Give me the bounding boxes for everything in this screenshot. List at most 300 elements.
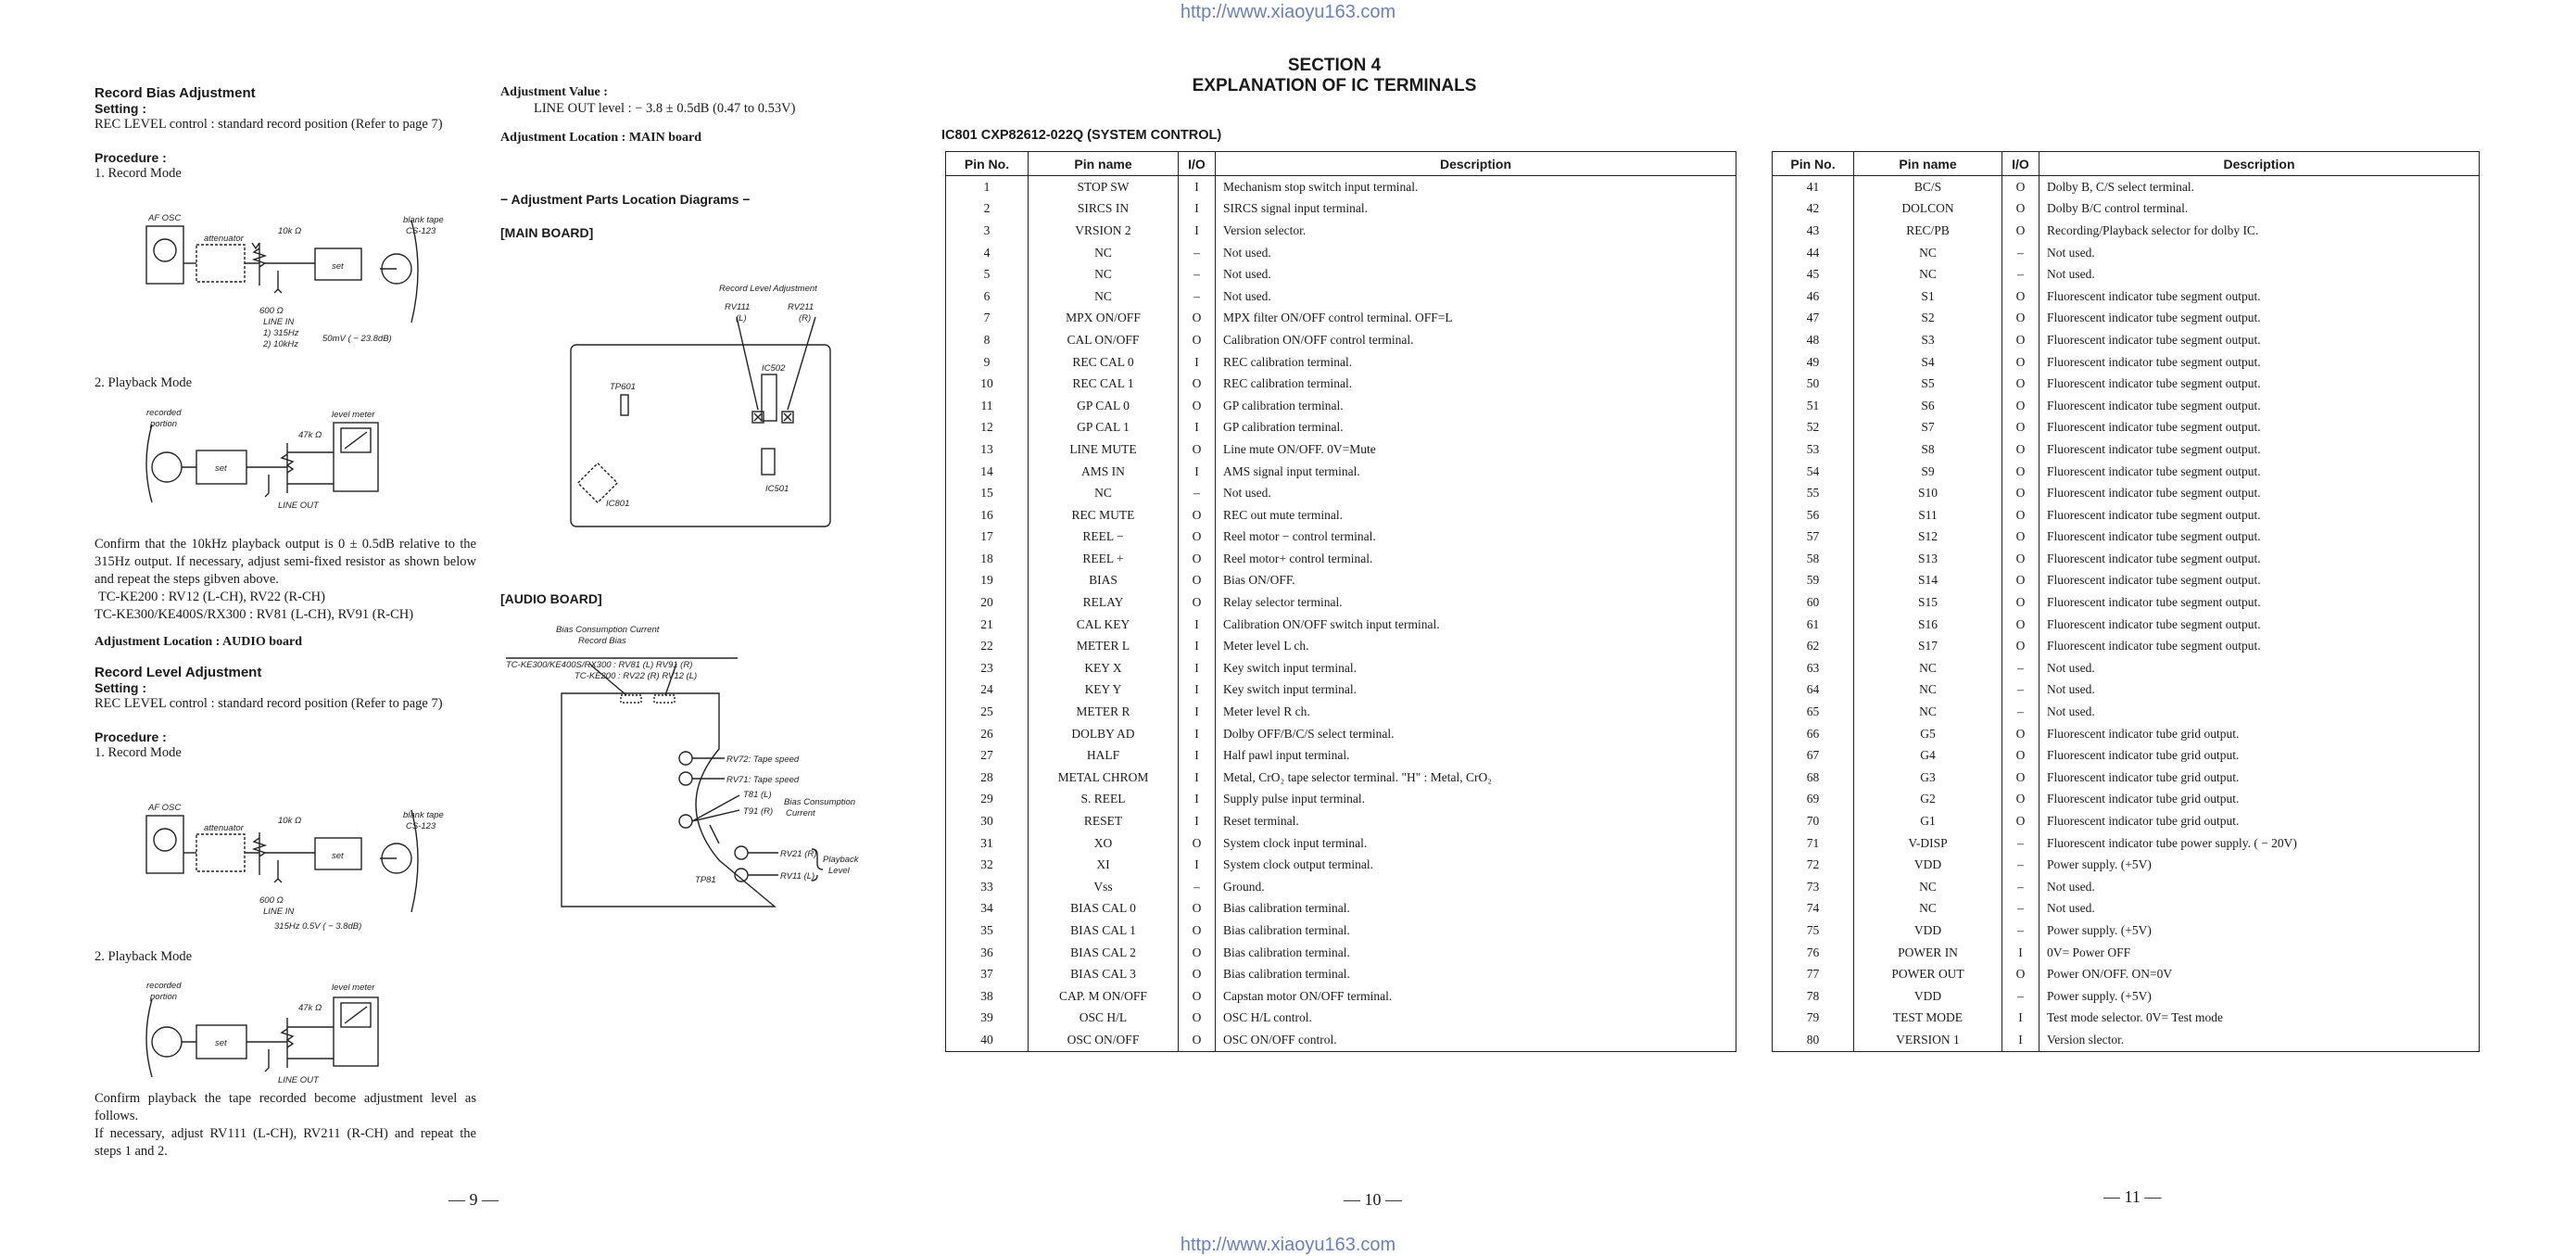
pin-no-cell: 18: [946, 548, 1029, 570]
pin-name-cell: METER L: [1029, 635, 1179, 657]
adj-location-audio: Adjustment Location : AUDIO board: [95, 635, 303, 649]
io-cell: –: [2002, 242, 2039, 264]
pin-name-cell: NC: [1029, 263, 1179, 285]
pin-no-cell: 76: [1773, 942, 1854, 964]
pin-name-cell: POWER OUT: [1854, 963, 2002, 985]
table-row: [1773, 242, 2480, 264]
tp601-marker: [621, 395, 628, 415]
description-cell: Fluorescent indicator tube segment output.: [2039, 373, 2480, 395]
pin-no-cell: 33: [946, 876, 1029, 898]
table-row: [946, 744, 1736, 767]
description-cell: Relay selector terminal.: [1216, 591, 1736, 614]
svg-text:Level: Level: [828, 866, 850, 876]
description-cell: Power ON/OFF. ON=0V: [2039, 963, 2480, 985]
io-cell: O: [1179, 395, 1216, 417]
table-row: [946, 1008, 1736, 1030]
watermark-top[interactable]: http://www.xiaoyu163.com: [1180, 2, 1396, 22]
table-row: [1773, 548, 2480, 570]
table-row: [946, 570, 1736, 592]
audio-board-label-wrap: [500, 591, 602, 606]
pin-name-cell: S8: [1854, 438, 2002, 461]
pin-name-cell: S16: [1854, 614, 2002, 636]
svg-text:LINE OUT: LINE OUT: [278, 501, 319, 511]
pin-no-cell: 37: [946, 963, 1029, 985]
pin-no-cell: 35: [946, 920, 1029, 942]
table-row: [946, 373, 1736, 395]
playback-mode-label-2: 2. Playback Mode: [95, 949, 193, 964]
svg-text:blank tape: blank tape: [403, 810, 444, 820]
pin-name-cell: XO: [1029, 832, 1179, 855]
tc200-text: TC-KE200 : RV12 (L-CH), RV22 (R-CH): [98, 590, 325, 604]
io-cell: I: [1179, 679, 1216, 702]
description-cell: Dolby OFF/B/C/S select terminal.: [1216, 723, 1736, 745]
pin-no-cell: 41: [1773, 176, 1854, 198]
table-row: [946, 220, 1736, 242]
table-row: [946, 723, 1736, 745]
pin-no-cell: 59: [1773, 570, 1854, 592]
pin-no-cell: 34: [946, 898, 1029, 920]
pin-no-cell: 39: [946, 1008, 1029, 1030]
description-cell: Not used.: [2039, 679, 2480, 702]
svg-text:Playback: Playback: [823, 855, 859, 865]
svg-text:Bias Consumption Current: Bias Consumption Current: [556, 625, 660, 635]
io-cell: I: [1179, 198, 1216, 221]
io-cell: –: [2002, 854, 2039, 876]
record-mode-label-2: 1. Record Mode: [95, 745, 182, 760]
pin-name-cell: KEY Y: [1029, 679, 1179, 702]
pin-name-cell: METAL CHROM: [1029, 767, 1179, 789]
table-row: [1773, 723, 2480, 745]
pin-name-cell: REEL +: [1029, 548, 1179, 570]
ic801-chip: [578, 463, 617, 502]
playback-mode-label-wrap: [95, 374, 192, 392]
pin-name-cell: BIAS: [1029, 570, 1179, 592]
io-cell: O: [2002, 220, 2039, 242]
header-pin-name: Pin name: [1854, 152, 2002, 176]
setting-label-2: Setting :: [95, 680, 146, 695]
adj-value-label: Adjustment Value :: [500, 85, 608, 99]
pin-no-cell: 29: [946, 789, 1029, 811]
description-cell: Line mute ON/OFF. 0V=Mute: [1216, 438, 1736, 461]
io-cell: O: [1179, 504, 1216, 527]
table-row: [946, 308, 1736, 330]
header-pin-name: Pin name: [1029, 152, 1179, 176]
pin-name-cell: NC: [1854, 263, 2002, 285]
description-cell: Fluorescent indicator tube segment output.: [2039, 614, 2480, 636]
table-row: [946, 351, 1736, 374]
svg-text:10k Ω: 10k Ω: [278, 816, 302, 826]
main-board-diagram: [565, 280, 843, 530]
pin-name-cell: CAL KEY: [1029, 614, 1179, 636]
io-cell: O: [2002, 591, 2039, 614]
io-cell: I: [1179, 635, 1216, 657]
io-cell: I: [2002, 1008, 2039, 1030]
table-header-row: [1773, 152, 2480, 176]
pin-no-cell: 80: [1773, 1029, 1854, 1051]
svg-text:RV72: Tape speed: RV72: Tape speed: [726, 755, 800, 765]
table-row: [1773, 898, 2480, 920]
io-cell: O: [2002, 614, 2039, 636]
pin-no-cell: 75: [1773, 920, 1854, 942]
table-row: [1773, 744, 2480, 767]
table-row: [946, 985, 1736, 1008]
io-cell: –: [2002, 832, 2039, 855]
pin-name-cell: S7: [1854, 417, 2002, 439]
io-cell: O: [1179, 438, 1216, 461]
playback-mode-diagram-1: [139, 406, 445, 517]
pin-no-cell: 20: [946, 591, 1029, 614]
io-cell: –: [1179, 285, 1216, 308]
pin-name-cell: S13: [1854, 548, 2002, 570]
table-row: [1773, 263, 2480, 285]
page9-left-column: [95, 85, 476, 183]
table-row: [1773, 395, 2480, 417]
io-cell: I: [1179, 417, 1216, 439]
io-cell: O: [2002, 308, 2039, 330]
pin-no-cell: 62: [1773, 635, 1854, 657]
pin-no-cell: 67: [1773, 744, 1854, 767]
watermark-bottom[interactable]: http://www.xiaoyu163.com: [1180, 1235, 1396, 1255]
table-row: [1773, 614, 2480, 636]
table-row: [1773, 876, 2480, 898]
io-cell: O: [2002, 417, 2039, 439]
description-cell: Fluorescent indicator tube segment output.: [2039, 351, 2480, 374]
pin-no-cell: 31: [946, 832, 1029, 855]
io-cell: I: [1179, 854, 1216, 876]
io-cell: I: [1179, 789, 1216, 811]
io-cell: I: [1179, 614, 1216, 636]
procedure-label: Procedure :: [95, 150, 167, 165]
description-cell: OSC H/L control.: [1216, 1008, 1736, 1030]
io-cell: O: [2002, 461, 2039, 483]
pin-no-cell: 1: [946, 176, 1029, 198]
pin-name-cell: G2: [1854, 789, 2002, 811]
record-mode-diagram-1: [139, 211, 445, 350]
description-cell: Ground.: [1216, 876, 1736, 898]
table-row: [1773, 854, 2480, 876]
playback-mode-label-wrap-2: [95, 948, 192, 966]
description-cell: AMS signal input terminal.: [1216, 461, 1736, 483]
pin-no-cell: 48: [1773, 329, 1854, 351]
description-cell: Fluorescent indicator tube grid output.: [2039, 789, 2480, 811]
description-cell: Not used.: [1216, 285, 1736, 308]
pin-no-cell: 63: [1773, 657, 1854, 679]
description-cell: Power supply. (+5V): [2039, 920, 2480, 942]
pin-name-cell: VERSION 1: [1854, 1029, 2002, 1051]
header-io: I/O: [2002, 152, 2039, 176]
table-row: [946, 329, 1736, 351]
table-row: [1773, 810, 2480, 832]
table-row: [1773, 920, 2480, 942]
svg-text:T91 (R): T91 (R): [743, 806, 774, 817]
page9-right-column: [500, 85, 852, 240]
pin-name-cell: S6: [1854, 395, 2002, 417]
pin-no-cell: 57: [1773, 527, 1854, 549]
io-cell: I: [1179, 767, 1216, 789]
description-cell: 0V= Power OFF: [2039, 942, 2480, 964]
page9-left-column-2: [95, 536, 476, 762]
table-row: [946, 548, 1736, 570]
header-description: Description: [2039, 152, 2480, 176]
description-cell: Not used.: [2039, 242, 2480, 264]
pin-no-cell: 25: [946, 701, 1029, 723]
io-cell: –: [1179, 263, 1216, 285]
description-cell: REC calibration terminal.: [1216, 373, 1736, 395]
osc-dial-icon: [154, 829, 176, 851]
io-cell: O: [1179, 832, 1216, 855]
pin-name-cell: DOLCON: [1854, 198, 2002, 221]
io-cell: I: [2002, 942, 2039, 964]
ic-label-wrap: [941, 128, 1221, 143]
pin-no-cell: 43: [1773, 220, 1854, 242]
description-cell: Calibration ON/OFF switch input terminal.: [1216, 614, 1736, 636]
io-cell: O: [2002, 789, 2039, 811]
page-number-11: — 11 —: [2103, 1187, 2162, 1206]
pin-name-cell: TEST MODE: [1854, 1008, 2002, 1030]
description-cell: GP calibration terminal.: [1216, 395, 1736, 417]
pin-no-cell: 4: [946, 242, 1029, 264]
io-cell: O: [1179, 527, 1216, 549]
pin-no-cell: 9: [946, 351, 1029, 374]
svg-text:(R): (R): [799, 313, 812, 324]
pin-name-cell: STOP SW: [1029, 176, 1179, 198]
pin-name-cell: G1: [1854, 810, 2002, 832]
pin-no-cell: 65: [1773, 701, 1854, 723]
description-cell: Reel motor+ control terminal.: [1216, 548, 1736, 570]
table-row: [946, 679, 1736, 702]
description-cell: Not used.: [2039, 701, 2480, 723]
pin-name-cell: AMS IN: [1029, 461, 1179, 483]
table-row: [1773, 635, 2480, 657]
table-row: [946, 527, 1736, 549]
io-cell: O: [2002, 482, 2039, 504]
description-cell: Fluorescent indicator tube segment output.: [2039, 417, 2480, 439]
pin-no-cell: 79: [1773, 1008, 1854, 1030]
table-row: [1773, 985, 2480, 1008]
svg-text:2) 10kHz: 2) 10kHz: [263, 339, 299, 349]
table-row: [1773, 591, 2480, 614]
pin-name-cell: NC: [1854, 898, 2002, 920]
table-row: [1773, 176, 2480, 198]
svg-text:RV21 (R): RV21 (R): [780, 849, 817, 859]
description-cell: GP calibration terminal.: [1216, 417, 1736, 439]
description-cell: Fluorescent indicator tube segment output.: [2039, 482, 2480, 504]
pin-no-cell: 66: [1773, 723, 1854, 745]
pin-name-cell: CAL ON/OFF: [1029, 329, 1179, 351]
pin-name-cell: XI: [1029, 854, 1179, 876]
description-cell: Calibration ON/OFF control terminal.: [1216, 329, 1736, 351]
pin-name-cell: BIAS CAL 1: [1029, 920, 1179, 942]
description-cell: REC out mute terminal.: [1216, 504, 1736, 527]
io-cell: O: [2002, 767, 2039, 789]
header-pin-no: Pin No.: [1773, 152, 1854, 176]
pin-no-cell: 45: [1773, 263, 1854, 285]
pin-name-cell: REC CAL 1: [1029, 373, 1179, 395]
adjust-text: If necessary, adjust RV111 (L-CH), RV211 (R-CH) and repeat the steps 1 and 2.: [95, 1126, 476, 1159]
pin-no-cell: 15: [946, 482, 1029, 504]
description-cell: Fluorescent indicator tube segment output.: [2039, 570, 2480, 592]
svg-text:Record Bias: Record Bias: [578, 636, 626, 646]
pin-no-cell: 6: [946, 285, 1029, 308]
io-cell: I: [1179, 701, 1216, 723]
pin-name-cell: SIRCS IN: [1029, 198, 1179, 221]
io-cell: O: [2002, 373, 2039, 395]
description-cell: OSC ON/OFF control.: [1216, 1029, 1736, 1051]
io-cell: O: [1179, 591, 1216, 614]
io-cell: O: [2002, 176, 2039, 198]
io-cell: O: [2002, 963, 2039, 985]
svg-text:set: set: [332, 261, 344, 272]
table-row: [1773, 527, 2480, 549]
io-cell: O: [1179, 985, 1216, 1008]
level-meter-box: [334, 997, 378, 1066]
section-number: SECTION 4: [1287, 56, 1382, 75]
table-row: [1773, 220, 2480, 242]
pin-no-cell: 17: [946, 527, 1029, 549]
table-row: [946, 701, 1736, 723]
pin-name-cell: S1: [1854, 285, 2002, 308]
io-cell: O: [2002, 570, 2039, 592]
pin-no-cell: 14: [946, 461, 1029, 483]
pin-name-cell: REC/PB: [1854, 220, 2002, 242]
svg-text:600 Ω: 600 Ω: [259, 895, 284, 906]
pin-name-cell: S3: [1854, 329, 2002, 351]
pin-no-cell: 77: [1773, 963, 1854, 985]
pin-name-cell: METER R: [1029, 701, 1179, 723]
table-row: [1773, 461, 2480, 483]
pin-no-cell: 11: [946, 395, 1029, 417]
setting-text-2: REC LEVEL control : standard record position (Refer to page 7): [95, 696, 443, 711]
ic-label: IC801 CXP82612-022Q (SYSTEM CONTROL): [941, 128, 1222, 143]
svg-text:AF OSC: AF OSC: [148, 803, 182, 813]
pin-no-cell: 3: [946, 220, 1029, 242]
io-cell: O: [1179, 920, 1216, 942]
pin-no-cell: 60: [1773, 591, 1854, 614]
pin-no-cell: 69: [1773, 789, 1854, 811]
pin-no-cell: 44: [1773, 242, 1854, 264]
pin-name-cell: VDD: [1854, 920, 2002, 942]
svg-text:Current: Current: [786, 808, 815, 818]
pin-no-cell: 2: [946, 198, 1029, 221]
description-cell: Bias calibration terminal.: [1216, 920, 1736, 942]
pin-no-cell: 61: [1773, 614, 1854, 636]
table-row: [1773, 701, 2480, 723]
svg-text:set: set: [332, 851, 344, 861]
description-cell: Fluorescent indicator tube grid output.: [2039, 723, 2480, 745]
io-cell: O: [2002, 744, 2039, 767]
table-row: [946, 635, 1736, 657]
record-mode-label: 1. Record Mode: [95, 166, 182, 181]
table-row: [946, 876, 1736, 898]
description-cell: Fluorescent indicator tube segment output.: [2039, 591, 2480, 614]
table-row: [946, 504, 1736, 527]
pin-no-cell: 50: [1773, 373, 1854, 395]
confirm-text: Confirm that the 10kHz playback output is 0 ± 0.5dB relative to the 315Hz output. If necessary, adjust semi-fixed resistor as shown below and repeat the steps gibven above.: [95, 537, 476, 587]
pin-no-cell: 70: [1773, 810, 1854, 832]
table-row: [946, 482, 1736, 504]
pin-no-cell: 52: [1773, 417, 1854, 439]
pin-no-cell: 42: [1773, 198, 1854, 221]
pin-name-cell: NC: [1854, 876, 2002, 898]
svg-text:RV111: RV111: [725, 302, 751, 312]
pin-name-cell: OSC H/L: [1029, 1008, 1179, 1030]
pin-name-cell: RESET: [1029, 810, 1179, 832]
description-cell: Fluorescent indicator tube segment output.: [2039, 438, 2480, 461]
pin-no-cell: 68: [1773, 767, 1854, 789]
description-cell: Half pawl input terminal.: [1216, 744, 1736, 767]
pin-name-cell: S15: [1854, 591, 2002, 614]
pin-name-cell: BIAS CAL 0: [1029, 898, 1179, 920]
page-number-9: — 9 —: [448, 1190, 499, 1209]
svg-text:blank tape: blank tape: [403, 215, 444, 225]
table-row: [946, 767, 1736, 789]
pin-no-cell: 40: [946, 1029, 1029, 1051]
svg-text:attenuator: attenuator: [204, 234, 244, 244]
record-bias-title: Record Bias Adjustment: [95, 85, 256, 101]
pin-no-cell: 36: [946, 942, 1029, 964]
table-row: [1773, 832, 2480, 855]
io-cell: I: [1179, 657, 1216, 679]
table-row: [946, 942, 1736, 964]
tape-reel-icon: [152, 452, 182, 482]
pin-name-cell: REC MUTE: [1029, 504, 1179, 527]
page-number-10: — 10 —: [1344, 1190, 1402, 1209]
table-row: [1773, 351, 2480, 374]
description-cell: Reel motor − control terminal.: [1216, 527, 1736, 549]
table-row: [946, 810, 1736, 832]
svg-text:IC501: IC501: [765, 484, 789, 494]
table-row: [946, 242, 1736, 264]
table-row: [1773, 789, 2480, 811]
description-cell: Fluorescent indicator tube segment output.: [2039, 285, 2480, 308]
table-row: [946, 920, 1736, 942]
description-cell: System clock output terminal.: [1216, 854, 1736, 876]
svg-text:recorded: recorded: [146, 981, 182, 991]
table-row: [946, 591, 1736, 614]
svg-text:level meter: level meter: [332, 410, 375, 420]
table-row: [946, 438, 1736, 461]
description-cell: Not used.: [1216, 242, 1736, 264]
table-row: [1773, 1008, 2480, 1030]
description-cell: Not used.: [1216, 482, 1736, 504]
pin-name-cell: NC: [1854, 657, 2002, 679]
table-row: [1773, 504, 2480, 527]
pin-name-cell: KEY X: [1029, 657, 1179, 679]
description-cell: Bias calibration terminal.: [1216, 942, 1736, 964]
pin-name-cell: Vss: [1029, 876, 1179, 898]
table-row: [1773, 1029, 2480, 1051]
description-cell: Meter level R ch.: [1216, 701, 1736, 723]
svg-text:10k Ω: 10k Ω: [278, 226, 302, 236]
pin-name-cell: BIAS CAL 2: [1029, 942, 1179, 964]
table-row: [1773, 570, 2480, 592]
pin-name-cell: HALF: [1029, 744, 1179, 767]
pin-no-cell: 54: [1773, 461, 1854, 483]
record-mode-diagram-2: [139, 801, 445, 940]
pin-no-cell: 72: [1773, 854, 1854, 876]
pin-name-cell: S9: [1854, 461, 2002, 483]
osc-dial-icon: [154, 239, 176, 261]
table-row: [1773, 198, 2480, 221]
description-cell: Metal, CrO₂ tape selector terminal. "H" : Metal, CrO₂: [1216, 767, 1736, 789]
table-row: [1773, 285, 2480, 308]
pin-no-cell: 38: [946, 985, 1029, 1008]
table-row: [1773, 373, 2480, 395]
pin-name-cell: GP CAL 1: [1029, 417, 1179, 439]
table-row: [946, 789, 1736, 811]
pin-no-cell: 47: [1773, 308, 1854, 330]
description-cell: Recording/Playback selector for dolby IC.: [2039, 220, 2480, 242]
